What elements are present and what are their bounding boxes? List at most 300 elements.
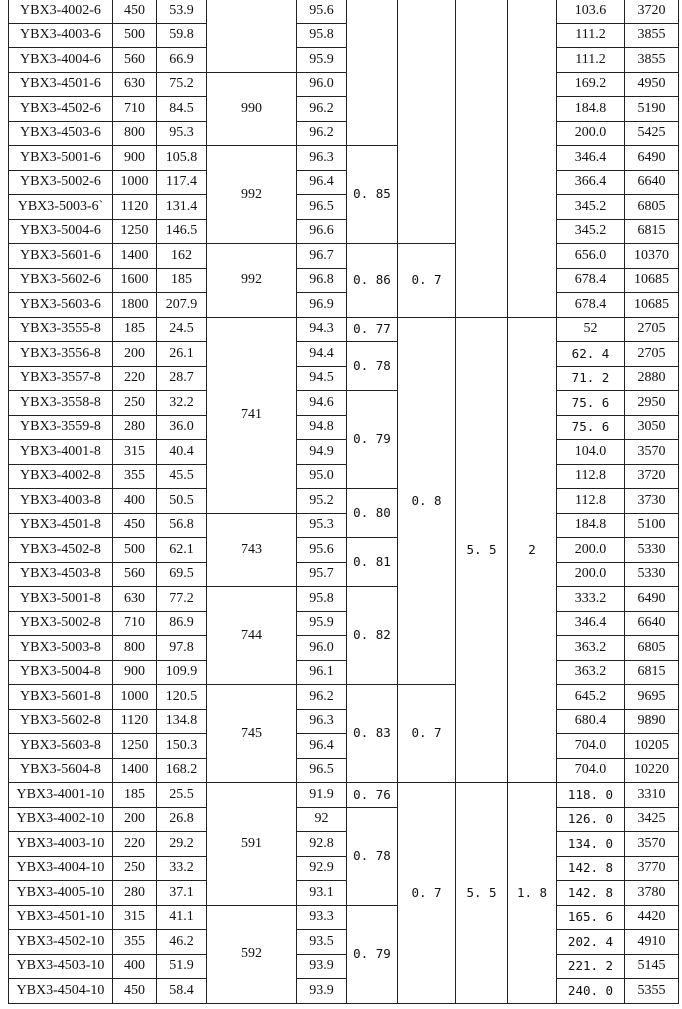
power-cell: 450 <box>113 0 157 23</box>
speed-cell: 745 <box>207 685 297 783</box>
value-cell: 333.2 <box>557 587 625 612</box>
ratio-cell: 5. 5 <box>456 317 508 783</box>
current-cell: 146.5 <box>157 219 207 244</box>
power-cell: 560 <box>113 48 157 73</box>
power-cell: 710 <box>113 611 157 636</box>
table-row <box>9 464 679 489</box>
current-cell: 53.9 <box>157 0 207 23</box>
table-row <box>9 930 679 955</box>
value-cell: 678.4 <box>557 268 625 293</box>
power-factor-cell: 0. 85 <box>347 146 398 244</box>
table-row <box>9 660 679 685</box>
table-row <box>9 97 679 122</box>
power-cell: 1120 <box>113 709 157 734</box>
motor-spec-table <box>8 0 679 1004</box>
power-cell: 355 <box>113 930 157 955</box>
efficiency-cell: 96.7 <box>297 244 347 269</box>
power-cell: 355 <box>113 464 157 489</box>
table-row <box>9 391 679 416</box>
model-cell: YBX3-4003-8 <box>9 489 113 514</box>
speed-cell: 992 <box>207 146 297 244</box>
efficiency-cell: 96.3 <box>297 146 347 171</box>
power-cell: 200 <box>113 342 157 367</box>
power-cell: 315 <box>113 440 157 465</box>
table-row <box>9 219 679 244</box>
value-cell: 71. 2 <box>557 366 625 391</box>
power-factor-cell <box>347 0 398 146</box>
efficiency-cell: 96.2 <box>297 685 347 710</box>
current-cell: 168.2 <box>157 758 207 783</box>
model-cell: YBX3-4002-6 <box>9 0 113 23</box>
value-cell: 221. 2 <box>557 954 625 979</box>
value-cell: 112.8 <box>557 489 625 514</box>
weight-cell: 5190 <box>625 97 679 122</box>
value-cell: 345.2 <box>557 219 625 244</box>
value-cell: 111.2 <box>557 23 625 48</box>
weight-cell: 2705 <box>625 317 679 342</box>
current-cell: 75.2 <box>157 72 207 97</box>
model-cell: YBX3-3557-8 <box>9 366 113 391</box>
weight-cell: 2880 <box>625 366 679 391</box>
efficiency-cell: 95.3 <box>297 513 347 538</box>
table-row <box>9 293 679 318</box>
current-cell: 131.4 <box>157 195 207 220</box>
ratio-cell: 0. 7 <box>398 685 456 783</box>
model-cell: YBX3-5001-8 <box>9 587 113 612</box>
current-cell: 66.9 <box>157 48 207 73</box>
model-cell: YBX3-5604-8 <box>9 758 113 783</box>
power-factor-cell: 0. 78 <box>347 807 398 905</box>
current-cell: 51.9 <box>157 954 207 979</box>
value-cell: 202. 4 <box>557 930 625 955</box>
table-row <box>9 72 679 97</box>
weight-cell: 5145 <box>625 954 679 979</box>
speed-cell: 591 <box>207 783 297 906</box>
value-cell: 346.4 <box>557 611 625 636</box>
value-cell: 126. 0 <box>557 807 625 832</box>
value-cell: 184.8 <box>557 97 625 122</box>
value-cell: 704.0 <box>557 758 625 783</box>
model-cell: YBX3-4502-10 <box>9 930 113 955</box>
efficiency-cell: 95.6 <box>297 0 347 23</box>
current-cell: 32.2 <box>157 391 207 416</box>
current-cell: 185 <box>157 268 207 293</box>
power-cell: 250 <box>113 391 157 416</box>
current-cell: 84.5 <box>157 97 207 122</box>
model-cell: YBX3-4004-6 <box>9 48 113 73</box>
value-cell: 75. 6 <box>557 391 625 416</box>
efficiency-cell: 94.8 <box>297 415 347 440</box>
power-cell: 1800 <box>113 293 157 318</box>
efficiency-cell: 93.9 <box>297 979 347 1004</box>
table-row <box>9 979 679 1004</box>
model-cell: YBX3-5601-6 <box>9 244 113 269</box>
efficiency-cell: 94.5 <box>297 366 347 391</box>
power-cell: 1250 <box>113 734 157 759</box>
table-row <box>9 636 679 661</box>
power-cell: 560 <box>113 562 157 587</box>
value-cell: 103.6 <box>557 0 625 23</box>
efficiency-cell: 94.4 <box>297 342 347 367</box>
model-cell: YBX3-5602-8 <box>9 709 113 734</box>
weight-cell: 3780 <box>625 881 679 906</box>
model-cell: YBX3-5002-8 <box>9 611 113 636</box>
ratio-cell <box>456 0 508 317</box>
weight-cell: 2705 <box>625 342 679 367</box>
value-cell: 363.2 <box>557 636 625 661</box>
power-factor-cell: 0. 76 <box>347 783 398 808</box>
value-cell: 680.4 <box>557 709 625 734</box>
ratio-cell: 0. 7 <box>398 244 456 318</box>
model-cell: YBX3-4005-10 <box>9 881 113 906</box>
ratio-cell: 5. 5 <box>456 783 508 1004</box>
current-cell: 46.2 <box>157 930 207 955</box>
model-cell: YBX3-4501-6 <box>9 72 113 97</box>
table-row <box>9 611 679 636</box>
table-row <box>9 954 679 979</box>
power-cell: 630 <box>113 72 157 97</box>
efficiency-cell: 94.6 <box>297 391 347 416</box>
current-cell: 36.0 <box>157 415 207 440</box>
power-cell: 800 <box>113 121 157 146</box>
value-cell: 704.0 <box>557 734 625 759</box>
value-cell: 62. 4 <box>557 342 625 367</box>
weight-cell: 6490 <box>625 146 679 171</box>
table-row <box>9 905 679 930</box>
power-cell: 450 <box>113 513 157 538</box>
current-cell: 56.8 <box>157 513 207 538</box>
current-cell: 150.3 <box>157 734 207 759</box>
value-cell: 656.0 <box>557 244 625 269</box>
model-cell: YBX3-4502-8 <box>9 538 113 563</box>
table-row <box>9 0 679 23</box>
power-factor-cell: 0. 80 <box>347 489 398 538</box>
value-cell: 200.0 <box>557 121 625 146</box>
efficiency-cell: 92 <box>297 807 347 832</box>
current-cell: 24.5 <box>157 317 207 342</box>
table-row <box>9 268 679 293</box>
current-cell: 50.5 <box>157 489 207 514</box>
power-cell: 185 <box>113 317 157 342</box>
weight-cell: 3770 <box>625 856 679 881</box>
weight-cell: 6805 <box>625 195 679 220</box>
model-cell: YBX3-5602-6 <box>9 268 113 293</box>
efficiency-cell: 96.4 <box>297 734 347 759</box>
efficiency-cell: 94.3 <box>297 317 347 342</box>
table-row <box>9 121 679 146</box>
power-cell: 710 <box>113 97 157 122</box>
efficiency-cell: 96.4 <box>297 170 347 195</box>
efficiency-cell: 94.9 <box>297 440 347 465</box>
model-cell: YBX3-3558-8 <box>9 391 113 416</box>
value-cell: 165. 6 <box>557 905 625 930</box>
current-cell: 95.3 <box>157 121 207 146</box>
efficiency-cell: 96.5 <box>297 195 347 220</box>
current-cell: 162 <box>157 244 207 269</box>
weight-cell: 3730 <box>625 489 679 514</box>
model-cell: YBX3-4004-10 <box>9 856 113 881</box>
weight-cell: 6805 <box>625 636 679 661</box>
model-cell: YBX3-5004-6 <box>9 219 113 244</box>
table-row <box>9 48 679 73</box>
table-row <box>9 342 679 367</box>
model-cell: YBX3-4001-8 <box>9 440 113 465</box>
value-cell: 118. 0 <box>557 783 625 808</box>
power-cell: 450 <box>113 979 157 1004</box>
weight-cell: 6640 <box>625 611 679 636</box>
current-cell: 109.9 <box>157 660 207 685</box>
model-cell: YBX3-4501-10 <box>9 905 113 930</box>
table-row <box>9 807 679 832</box>
model-cell: YBX3-5002-6 <box>9 170 113 195</box>
weight-cell: 5330 <box>625 538 679 563</box>
power-cell: 400 <box>113 954 157 979</box>
weight-cell: 10220 <box>625 758 679 783</box>
efficiency-cell: 93.9 <box>297 954 347 979</box>
power-cell: 400 <box>113 489 157 514</box>
weight-cell: 2950 <box>625 391 679 416</box>
value-cell: 142. 8 <box>557 856 625 881</box>
current-cell: 62.1 <box>157 538 207 563</box>
value-cell: 169.2 <box>557 72 625 97</box>
weight-cell: 3425 <box>625 807 679 832</box>
table-row <box>9 709 679 734</box>
current-cell: 25.5 <box>157 783 207 808</box>
current-cell: 33.2 <box>157 856 207 881</box>
weight-cell: 10370 <box>625 244 679 269</box>
speed-cell: 743 <box>207 513 297 587</box>
weight-cell: 5355 <box>625 979 679 1004</box>
table-row <box>9 734 679 759</box>
power-cell: 800 <box>113 636 157 661</box>
ratio-cell: 0. 8 <box>398 317 456 685</box>
efficiency-cell: 96.3 <box>297 709 347 734</box>
efficiency-cell: 91.9 <box>297 783 347 808</box>
model-cell: YBX3-5603-6 <box>9 293 113 318</box>
power-factor-cell: 0. 79 <box>347 905 398 1003</box>
model-cell: YBX3-5001-6 <box>9 146 113 171</box>
table-row <box>9 146 679 171</box>
power-cell: 220 <box>113 366 157 391</box>
efficiency-cell: 95.7 <box>297 562 347 587</box>
current-cell: 26.1 <box>157 342 207 367</box>
model-cell: YBX3-5601-8 <box>9 685 113 710</box>
table-row <box>9 685 679 710</box>
current-cell: 207.9 <box>157 293 207 318</box>
current-cell: 77.2 <box>157 587 207 612</box>
weight-cell: 6815 <box>625 660 679 685</box>
efficiency-cell: 96.9 <box>297 293 347 318</box>
efficiency-cell: 95.2 <box>297 489 347 514</box>
model-cell: YBX3-3555-8 <box>9 317 113 342</box>
table-row <box>9 489 679 514</box>
model-cell: YBX3-4504-10 <box>9 979 113 1004</box>
table-row <box>9 562 679 587</box>
efficiency-cell: 93.1 <box>297 881 347 906</box>
speed-cell: 992 <box>207 244 297 318</box>
value-cell: 363.2 <box>557 660 625 685</box>
efficiency-cell: 95.8 <box>297 23 347 48</box>
table-row <box>9 856 679 881</box>
power-cell: 1000 <box>113 170 157 195</box>
power-cell: 900 <box>113 146 157 171</box>
value-cell: 52 <box>557 317 625 342</box>
weight-cell: 3570 <box>625 440 679 465</box>
weight-cell: 5100 <box>625 513 679 538</box>
efficiency-cell: 96.2 <box>297 121 347 146</box>
value-cell: 200.0 <box>557 562 625 587</box>
current-cell: 117.4 <box>157 170 207 195</box>
power-cell: 220 <box>113 832 157 857</box>
power-factor-cell: 0. 86 <box>347 244 398 318</box>
weight-cell: 6815 <box>625 219 679 244</box>
efficiency-cell: 96.8 <box>297 268 347 293</box>
weight-cell: 10685 <box>625 293 679 318</box>
efficiency-cell: 95.6 <box>297 538 347 563</box>
weight-cell: 5330 <box>625 562 679 587</box>
model-cell: YBX3-4503-8 <box>9 562 113 587</box>
table-row <box>9 587 679 612</box>
power-cell: 630 <box>113 587 157 612</box>
table-row <box>9 23 679 48</box>
weight-cell: 9695 <box>625 685 679 710</box>
weight-cell: 3570 <box>625 832 679 857</box>
speed-cell <box>207 0 297 72</box>
table-body <box>9 0 679 1003</box>
model-cell: YBX3-3556-8 <box>9 342 113 367</box>
table-row <box>9 783 679 808</box>
value-cell: 678.4 <box>557 293 625 318</box>
model-cell: YBX3-4002-10 <box>9 807 113 832</box>
table-row <box>9 415 679 440</box>
power-cell: 1250 <box>113 219 157 244</box>
table-row <box>9 881 679 906</box>
speed-cell: 990 <box>207 72 297 146</box>
weight-cell: 3855 <box>625 23 679 48</box>
model-cell: YBX3-4501-8 <box>9 513 113 538</box>
power-factor-cell: 0. 79 <box>347 391 398 489</box>
power-factor-cell: 0. 78 <box>347 342 398 391</box>
value-cell: 366.4 <box>557 170 625 195</box>
speed-cell: 592 <box>207 905 297 1003</box>
table-row <box>9 538 679 563</box>
current-cell: 45.5 <box>157 464 207 489</box>
efficiency-cell: 92.8 <box>297 832 347 857</box>
efficiency-cell: 96.2 <box>297 97 347 122</box>
model-cell: YBX3-3559-8 <box>9 415 113 440</box>
current-cell: 28.7 <box>157 366 207 391</box>
value-cell: 104.0 <box>557 440 625 465</box>
table-row <box>9 513 679 538</box>
power-factor-cell: 0. 77 <box>347 317 398 342</box>
current-cell: 69.5 <box>157 562 207 587</box>
value-cell: 240. 0 <box>557 979 625 1004</box>
model-cell: YBX3-5003-8 <box>9 636 113 661</box>
model-cell: YBX3-5003-6` <box>9 195 113 220</box>
weight-cell: 9890 <box>625 709 679 734</box>
efficiency-cell: 96.1 <box>297 660 347 685</box>
model-cell: YBX3-4001-10 <box>9 783 113 808</box>
weight-cell: 3050 <box>625 415 679 440</box>
model-cell: YBX3-4503-6 <box>9 121 113 146</box>
current-cell: 120.5 <box>157 685 207 710</box>
value-cell: 111.2 <box>557 48 625 73</box>
model-cell: YBX3-5004-8 <box>9 660 113 685</box>
power-cell: 315 <box>113 905 157 930</box>
current-cell: 86.9 <box>157 611 207 636</box>
model-cell: YBX3-4503-10 <box>9 954 113 979</box>
power-factor-cell: 0. 83 <box>347 685 398 783</box>
efficiency-cell: 95.8 <box>297 587 347 612</box>
value-cell: 134. 0 <box>557 832 625 857</box>
weight-cell: 3720 <box>625 0 679 23</box>
current-cell: 41.1 <box>157 905 207 930</box>
value-cell: 346.4 <box>557 146 625 171</box>
weight-cell: 3720 <box>625 464 679 489</box>
current-cell: 40.4 <box>157 440 207 465</box>
ratio-cell: 2 <box>508 317 557 783</box>
power-factor-cell: 0. 81 <box>347 538 398 587</box>
weight-cell: 4950 <box>625 72 679 97</box>
table-row <box>9 317 679 342</box>
speed-cell: 741 <box>207 317 297 513</box>
efficiency-cell: 92.9 <box>297 856 347 881</box>
efficiency-cell: 93.5 <box>297 930 347 955</box>
current-cell: 37.1 <box>157 881 207 906</box>
current-cell: 134.8 <box>157 709 207 734</box>
power-cell: 1600 <box>113 268 157 293</box>
value-cell: 142. 8 <box>557 881 625 906</box>
weight-cell: 5425 <box>625 121 679 146</box>
ratio-cell <box>508 0 557 317</box>
weight-cell: 4910 <box>625 930 679 955</box>
power-factor-cell: 0. 82 <box>347 587 398 685</box>
power-cell: 900 <box>113 660 157 685</box>
model-cell: YBX3-4003-10 <box>9 832 113 857</box>
value-cell: 75. 6 <box>557 415 625 440</box>
efficiency-cell: 95.9 <box>297 48 347 73</box>
weight-cell: 3855 <box>625 48 679 73</box>
table-row <box>9 244 679 269</box>
power-cell: 1120 <box>113 195 157 220</box>
power-cell: 1400 <box>113 758 157 783</box>
power-cell: 500 <box>113 538 157 563</box>
model-cell: YBX3-4502-6 <box>9 97 113 122</box>
weight-cell: 6490 <box>625 587 679 612</box>
current-cell: 105.8 <box>157 146 207 171</box>
weight-cell: 6640 <box>625 170 679 195</box>
power-cell: 1000 <box>113 685 157 710</box>
speed-cell: 744 <box>207 587 297 685</box>
weight-cell: 3310 <box>625 783 679 808</box>
efficiency-cell: 96.6 <box>297 219 347 244</box>
weight-cell: 4420 <box>625 905 679 930</box>
model-cell: YBX3-5603-8 <box>9 734 113 759</box>
table-row <box>9 832 679 857</box>
power-cell: 500 <box>113 23 157 48</box>
value-cell: 200.0 <box>557 538 625 563</box>
power-cell: 1400 <box>113 244 157 269</box>
table-row <box>9 366 679 391</box>
ratio-cell: 0. 7 <box>398 783 456 1004</box>
efficiency-cell: 96.0 <box>297 636 347 661</box>
efficiency-cell: 93.3 <box>297 905 347 930</box>
ratio-cell <box>398 0 456 244</box>
model-cell: YBX3-4003-6 <box>9 23 113 48</box>
value-cell: 345.2 <box>557 195 625 220</box>
table-row <box>9 195 679 220</box>
model-cell: YBX3-4002-8 <box>9 464 113 489</box>
